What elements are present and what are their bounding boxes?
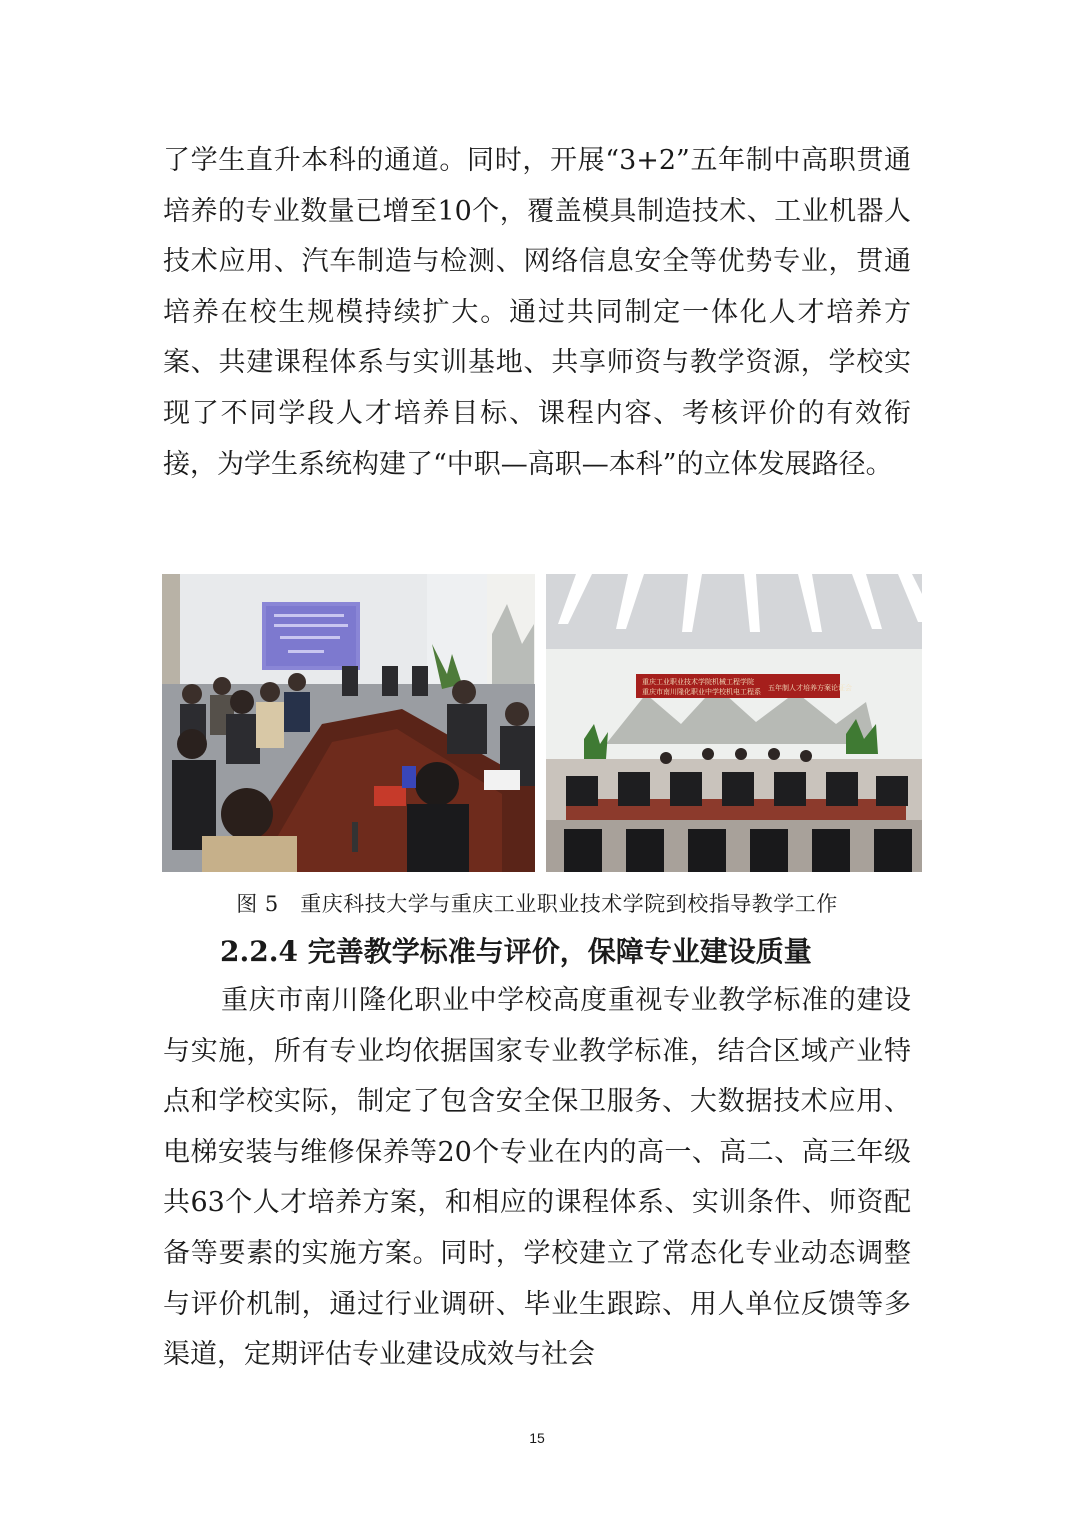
banner-right: 五年制人才培养方案论证会 (768, 684, 852, 692)
meeting-photo-left (162, 574, 535, 872)
figure-caption: 图 5 重庆科技大学与重庆工业职业技术学院到校指导教学工作 (236, 892, 838, 916)
banner-line2: 重庆市南川隆化职业中学校机电工程系 (642, 688, 761, 696)
banner-line1: 重庆工业职业技术学院机械工程学院 (642, 678, 754, 686)
body-paragraph-2: 重庆市南川隆化职业中学校高度重视专业教学标准的建设与实施，所有专业均依据国家专业教学标准，结合区域产业特点和学校实际，制定了包含安全保卫服务、大数据技术应用、电梯安装与维修保养等20个专业在内的高一、高二、高三年级共63个人才培养方案，和相应的课程体系、实训条件、师资配备等要素的实施方案。同时，学校建立了常态化专业动态调整与评价机制，通过行业调研、毕业生跟踪、用人单位反馈等多渠道，定期评估专业建设成效与社会 (163, 985, 911, 1371)
section-heading: 2.2.4 完善教学标准与评价，保障专业建设质量 (220, 935, 812, 968)
page-number: 15 (529, 1430, 545, 1446)
figure-photos (162, 574, 922, 872)
meeting-photo-right (546, 574, 922, 872)
body-paragraph-1: 了学生直升本科的通道。同时，开展“3+2”五年制中高职贯通培养的专业数量已增至10个，覆盖模具制造技术、工业机器人技术应用、汽车制造与检测、网络信息安全等优势专业，贯通培养在校生规模持续扩大。通过共同制定一体化人才培养方案、共建课程体系与实训基地、共享师资与教学资源，学校实现了不同学段人才培养目标、课程内容、考核评价的有效衔接，为学生系统构建了“中职—高职—本科”的立体发展路径。 (163, 145, 911, 480)
